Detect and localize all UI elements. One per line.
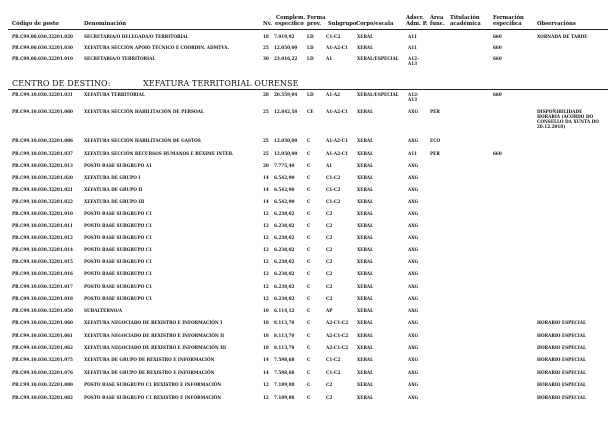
row-complement: 8.113,70 bbox=[274, 345, 295, 350]
row-code: PR.C99.10.030.32201.061 bbox=[12, 333, 73, 338]
row-training: 660 bbox=[493, 151, 502, 156]
row-corps: XERAL bbox=[357, 382, 374, 387]
row-form: C bbox=[307, 357, 311, 362]
row-subgroup: A2-C1-C2 bbox=[326, 320, 349, 325]
row-name: XEFATURA SECCIÓN APOIO TÉCNICO E COORDIN. ADMTVA. bbox=[84, 45, 229, 50]
row-subgroup: C2 bbox=[326, 382, 333, 387]
row-corps: XERAL bbox=[357, 223, 374, 228]
header-area-top: Área bbox=[430, 15, 444, 21]
row-subgroup: C2 bbox=[326, 247, 333, 252]
row-subgroup: C1-C2 bbox=[326, 34, 341, 39]
row-subgroup: A2-C1-C2 bbox=[326, 333, 349, 338]
row-adscription: AXG bbox=[408, 271, 419, 276]
row-level: 10 bbox=[263, 308, 269, 313]
row-complement: 12.050,00 bbox=[274, 151, 298, 156]
row-level: 12 bbox=[263, 211, 269, 216]
row-name: POSTO BASE SUBGRUPO C1 REXISTRO E INFORMACIÓN bbox=[84, 395, 222, 400]
row-notes: HORARIO ESPECIAL bbox=[537, 382, 586, 387]
row-subgroup: C2 bbox=[326, 271, 333, 276]
row-code: PR.C99.10.030.32201.031 bbox=[12, 92, 73, 97]
row-corps: XERAL bbox=[357, 235, 374, 240]
row-form: C bbox=[307, 296, 311, 301]
row-name: XEFATURA NEGOCIADO DE REXISTRO E INFORMACIÓN II bbox=[84, 333, 225, 338]
row-subgroup: C2 bbox=[326, 223, 333, 228]
row-form: C bbox=[307, 199, 311, 204]
row-level: 12 bbox=[263, 296, 269, 301]
header-name: Denominación bbox=[84, 21, 126, 27]
row-corps: XERAL bbox=[357, 151, 374, 156]
row-name: POSTO BASE SUBGRUPO C1 bbox=[84, 235, 153, 240]
row-name: XEFATURA NEGOCIADO DE REXISTRO E INFORMACIÓN I bbox=[84, 320, 223, 325]
row-corps: XERAL bbox=[357, 357, 374, 362]
row-subgroup: AP bbox=[326, 308, 333, 313]
row-complement: 7.189,88 bbox=[274, 395, 295, 400]
row-level: 12 bbox=[263, 271, 269, 276]
row-level: 18 bbox=[263, 333, 269, 338]
header-area-bot: func. bbox=[430, 21, 445, 27]
row-corps: XERAL bbox=[357, 296, 374, 301]
row-notes: HORARIO ESPECIAL bbox=[537, 333, 586, 338]
row-form: C bbox=[307, 247, 311, 252]
header-form-bot: prov. bbox=[307, 21, 322, 27]
row-notes: HORARIO ESPECIAL bbox=[537, 357, 586, 362]
table-row bbox=[0, 223, 615, 233]
row-complement: 6.542,90 bbox=[274, 199, 295, 204]
table-row bbox=[0, 308, 615, 318]
row-subgroup: C1-C2 bbox=[326, 175, 341, 180]
row-corps: XERAL bbox=[357, 247, 374, 252]
row-adscription: AXG bbox=[408, 320, 419, 325]
row-subgroup: C2 bbox=[326, 211, 333, 216]
row-corps: XERAL bbox=[357, 138, 374, 143]
header-notes: Observacións bbox=[537, 21, 576, 27]
table-row bbox=[0, 235, 615, 245]
table-row bbox=[0, 382, 615, 392]
row-form: C bbox=[307, 320, 311, 325]
row-complement: 7.019,92 bbox=[274, 34, 295, 39]
table-row bbox=[0, 259, 615, 269]
row-form: C bbox=[307, 259, 311, 264]
section-label: CENTRO DE DESTINO: bbox=[12, 79, 111, 88]
table-row bbox=[0, 109, 615, 129]
row-level: 25 bbox=[263, 45, 269, 50]
row-code: PR.C99.10.030.32201.082 bbox=[12, 395, 73, 400]
row-code: PR.C99.10.030.32201.021 bbox=[12, 187, 73, 192]
row-adscription: AXG bbox=[408, 138, 419, 143]
row-complement: 6.542,90 bbox=[274, 175, 295, 180]
row-adscription: A12-A13 bbox=[408, 56, 419, 66]
row-name: POSTO BASE SUBGRUPO C1 REXISTRO E INFORMACIÓN bbox=[84, 382, 222, 387]
row-form: C bbox=[307, 395, 311, 400]
row-adscription: AXG bbox=[408, 223, 419, 228]
row-form: C bbox=[307, 382, 311, 387]
row-area: PER bbox=[430, 151, 440, 156]
table-row bbox=[0, 320, 615, 330]
row-subgroup: A1-A2-C1 bbox=[326, 138, 349, 143]
row-code: PR.C99.10.030.32201.062 bbox=[12, 345, 73, 350]
row-form: C bbox=[307, 308, 311, 313]
row-code: PR.C99.10.030.32201.050 bbox=[12, 308, 73, 313]
row-adscription: AXG bbox=[408, 284, 419, 289]
row-subgroup: C1-C2 bbox=[326, 187, 341, 192]
row-adscription: A12-A13 bbox=[408, 92, 419, 102]
row-complement: 12.050,00 bbox=[274, 45, 298, 50]
row-corps: XERAL bbox=[357, 34, 374, 39]
row-code: PR.C99.10.030.32201.011 bbox=[12, 223, 73, 228]
row-corps: XERAL bbox=[357, 175, 374, 180]
table-row bbox=[0, 45, 615, 55]
row-subgroup: C1-C2 bbox=[326, 370, 341, 375]
row-name: SECRETARIA/O DELEGADA/O TERRITORIAL bbox=[84, 34, 189, 39]
row-level: 12 bbox=[263, 259, 269, 264]
row-form: LD bbox=[307, 92, 314, 97]
row-level: 12 bbox=[263, 284, 269, 289]
row-subgroup: C2 bbox=[326, 296, 333, 301]
row-complement: 6.542,90 bbox=[274, 187, 295, 192]
row-code: PR.C99.10.030.32201.012 bbox=[12, 235, 73, 240]
row-name: XEFATURA DE GRUPO II bbox=[84, 187, 143, 192]
table-row bbox=[0, 357, 615, 367]
row-name: POSTO BASE SUBGRUPO C1 bbox=[84, 223, 153, 228]
row-adscription: AXG bbox=[408, 395, 419, 400]
row-code: PR.C99.10.030.32201.017 bbox=[12, 284, 73, 289]
row-complement: 6.238,02 bbox=[274, 211, 295, 216]
row-corps: XERAL bbox=[357, 163, 374, 168]
row-subgroup: A1-A2 bbox=[326, 92, 341, 97]
header-degree-bot: académica bbox=[450, 21, 481, 27]
row-subgroup: A2-C1-C2 bbox=[326, 345, 349, 350]
row-code: PR.C99.10.030.32201.060 bbox=[12, 109, 73, 114]
row-corps: XERAL bbox=[357, 395, 374, 400]
row-name: XEFATURA NEGOCIADO DE REXISTRO E INFORMACIÓN III bbox=[84, 345, 227, 350]
row-name: SUBALTERNO/A bbox=[84, 308, 123, 313]
row-level: 12 bbox=[263, 395, 269, 400]
row-complement: 8.113,70 bbox=[274, 320, 295, 325]
row-adscription: AXG bbox=[408, 199, 419, 204]
row-notes: HORARIO ESPECIAL bbox=[537, 370, 586, 375]
table-row bbox=[0, 271, 615, 281]
row-complement: 20.559,04 bbox=[274, 92, 298, 97]
row-corps: XERAL bbox=[357, 211, 374, 216]
row-form: C bbox=[307, 223, 311, 228]
row-corps: XERAL bbox=[357, 308, 374, 313]
row-subgroup: C1-C2 bbox=[326, 199, 341, 204]
header-complement-bot: específico bbox=[275, 21, 304, 27]
header-subgroup: Subgrupo bbox=[328, 21, 357, 27]
row-code: PR.C99.10.030.32201.016 bbox=[12, 271, 73, 276]
row-level: 12 bbox=[263, 235, 269, 240]
row-name: XEFATURA DE GRUPO DE REXISTRO E INFORMACIÓN bbox=[84, 370, 215, 375]
row-level: 20 bbox=[263, 163, 269, 168]
row-form: C bbox=[307, 175, 311, 180]
row-code: PR.C99.10.030.32201.037 bbox=[12, 151, 73, 156]
row-level: 14 bbox=[263, 370, 269, 375]
row-subgroup: A1 bbox=[326, 163, 333, 168]
row-corps: XERAL bbox=[357, 320, 374, 325]
row-name: XEFATURA DE GRUPO DE REXISTRO E INFORMACIÓN bbox=[84, 357, 215, 362]
row-subgroup: C2 bbox=[326, 395, 333, 400]
row-code: PR.C99.10.030.32201.086 bbox=[12, 138, 73, 143]
row-code: PR.C99.10.030.32201.013 bbox=[12, 163, 73, 168]
row-name: POSTO BASE SUBGRUPO C1 bbox=[84, 259, 153, 264]
row-complement: 6.238,02 bbox=[274, 247, 295, 252]
header-complement-top: Complem. bbox=[276, 15, 306, 21]
row-form: C bbox=[307, 333, 311, 338]
row-complement: 23.016,22 bbox=[274, 56, 298, 61]
row-training: 660 bbox=[493, 34, 502, 39]
table-row bbox=[0, 175, 615, 185]
row-area: PER bbox=[430, 109, 440, 114]
table-row bbox=[0, 333, 615, 343]
row-adscription: AXG bbox=[408, 357, 419, 362]
row-adscription: AXG bbox=[408, 235, 419, 240]
header-training-bot: específica bbox=[493, 21, 522, 27]
row-form: C bbox=[307, 163, 311, 168]
row-form: C bbox=[307, 284, 311, 289]
row-code: PR.C99.10.030.32201.075 bbox=[12, 357, 73, 362]
row-code: PR.C99.10.030.32201.080 bbox=[12, 382, 73, 387]
row-name: POSTO BASE SUBGRUPO C1 bbox=[84, 271, 153, 276]
row-level: 18 bbox=[263, 345, 269, 350]
row-name: XEFATURA DE GRUPO III bbox=[84, 199, 145, 204]
row-subgroup: C2 bbox=[326, 235, 333, 240]
row-adscription: AXG bbox=[408, 345, 419, 350]
row-form: C bbox=[307, 151, 311, 156]
row-name: XEFATURA SECCIÓN RECURSOS HUMANOS E RÉXIME INTER. bbox=[84, 151, 234, 156]
row-notes: DISPOÑIBILIDADE HORARIA (ACORDO DO CONSELLO DA XUNTA DO 20.12.2018) bbox=[537, 109, 599, 129]
row-training: 660 bbox=[493, 45, 502, 50]
row-complement: 7.775,40 bbox=[274, 163, 295, 168]
row-code: PR.C99.10.030.32201.060 bbox=[12, 320, 73, 325]
table-row bbox=[0, 284, 615, 294]
section-value: XEFATURA TERRITORIAL OURENSE bbox=[143, 79, 299, 88]
row-corps: XERAL bbox=[357, 333, 374, 338]
row-form: C bbox=[307, 271, 311, 276]
row-form: LD bbox=[307, 56, 314, 61]
table-row bbox=[0, 345, 615, 355]
header-divider bbox=[8, 29, 608, 30]
row-code: PR.C99.10.030.32201.015 bbox=[12, 259, 73, 264]
row-name: SECRETARIA/O TERRITORIAL bbox=[84, 56, 156, 61]
row-adscription: AXG bbox=[408, 382, 419, 387]
header-level: Nv. bbox=[263, 21, 273, 27]
row-corps: XERAL bbox=[357, 370, 374, 375]
table-row bbox=[0, 187, 615, 197]
row-code: PR.C99.10.030.32201.076 bbox=[12, 370, 73, 375]
row-adscription: AXG bbox=[408, 296, 419, 301]
row-form: LD bbox=[307, 45, 314, 50]
row-level: 14 bbox=[263, 357, 269, 362]
row-name: POSTO BASE SUBGRUPO C1 bbox=[84, 296, 153, 301]
row-complement: 7.189,88 bbox=[274, 382, 295, 387]
row-complement: 7.598,68 bbox=[274, 370, 295, 375]
row-name: POSTO BASE SUBGRUPO C1 bbox=[84, 284, 153, 289]
row-adscription: AXG bbox=[408, 370, 419, 375]
row-adscription: AXG bbox=[408, 247, 419, 252]
row-subgroup: A1-A2-C1 bbox=[326, 151, 349, 156]
row-corps: XERAL bbox=[357, 109, 374, 114]
row-form: C bbox=[307, 211, 311, 216]
row-adscription: AXG bbox=[408, 109, 419, 114]
row-level: 12 bbox=[263, 223, 269, 228]
table-row bbox=[0, 296, 615, 306]
table-row bbox=[0, 211, 615, 221]
row-notes: HORARIO ESPECIAL bbox=[537, 395, 586, 400]
row-code: PR.C99.10.030.32201.010 bbox=[12, 211, 73, 216]
table-row bbox=[0, 92, 615, 102]
row-form: CE bbox=[307, 109, 314, 114]
row-name: XEFATURA SECCIÓN HABILITACIÓN DE PERSOAL bbox=[84, 109, 204, 114]
row-name: POSTO BASE SUBGRUPO C1 bbox=[84, 247, 153, 252]
table-row bbox=[0, 56, 615, 66]
row-subgroup: A1 bbox=[326, 56, 333, 61]
row-training: 660 bbox=[493, 56, 502, 61]
table-row bbox=[0, 395, 615, 405]
row-level: 12 bbox=[263, 247, 269, 252]
row-complement: 6.238,02 bbox=[274, 296, 295, 301]
row-level: 25 bbox=[263, 109, 269, 114]
row-complement: 6.114,12 bbox=[274, 308, 295, 313]
row-complement: 7.598,68 bbox=[274, 357, 295, 362]
row-adscription: AXG bbox=[408, 187, 419, 192]
row-code: PR.C99.10.030.32201.014 bbox=[12, 247, 73, 252]
row-level: 14 bbox=[263, 175, 269, 180]
row-name: XEFATURA DE GRUPO I bbox=[84, 175, 141, 180]
header-adsc-bot: Adm. P. bbox=[406, 21, 428, 27]
header-training-top: Formación bbox=[493, 15, 524, 21]
table-row bbox=[0, 370, 615, 380]
table-row bbox=[0, 138, 615, 148]
row-adscription: AXG bbox=[408, 211, 419, 216]
row-form: LD bbox=[307, 34, 314, 39]
row-corps: XERAL bbox=[357, 259, 374, 264]
row-form: C bbox=[307, 187, 311, 192]
row-adscription: AXG bbox=[408, 163, 419, 168]
row-corps: XERAL/ESPECIAL bbox=[357, 56, 399, 61]
row-code: PR.C99.10.030.32201.020 bbox=[12, 175, 73, 180]
row-notes: HORARIO ESPECIAL bbox=[537, 345, 586, 350]
row-level: 28 bbox=[263, 92, 269, 97]
row-level: 25 bbox=[263, 151, 269, 156]
row-code: PR.C99.00.030.32201.030 bbox=[12, 45, 73, 50]
row-corps: XERAL bbox=[357, 345, 374, 350]
table-row bbox=[0, 151, 615, 161]
header-form-top: Forma bbox=[307, 15, 326, 21]
row-adscription: AXG bbox=[408, 308, 419, 313]
row-complement: 6.238,02 bbox=[274, 223, 295, 228]
row-training: 660 bbox=[493, 92, 502, 97]
row-form: C bbox=[307, 370, 311, 375]
row-adscription: A11 bbox=[408, 34, 418, 39]
row-complement: 6.238,02 bbox=[274, 284, 295, 289]
row-notes: HORARIO ESPECIAL bbox=[537, 320, 586, 325]
row-name: POSTO BASE SUBGRUPO C1 bbox=[84, 211, 153, 216]
row-corps: XERAL bbox=[357, 187, 374, 192]
row-name: XEFATURA SECCIÓN HABILITACIÓN DE GASTOS bbox=[84, 138, 201, 143]
table-row bbox=[0, 163, 615, 173]
row-corps: XERAL bbox=[357, 284, 374, 289]
row-level: 25 bbox=[263, 138, 269, 143]
row-complement: 8.113,70 bbox=[274, 333, 295, 338]
row-level: 30 bbox=[263, 56, 269, 61]
row-adscription: A11 bbox=[408, 151, 418, 156]
row-adscription: AXG bbox=[408, 259, 419, 264]
row-level: 14 bbox=[263, 199, 269, 204]
table-row bbox=[0, 247, 615, 257]
row-subgroup: C2 bbox=[326, 259, 333, 264]
row-subgroup: A1-A2-C1 bbox=[326, 45, 349, 50]
row-subgroup: A1-A2-C1 bbox=[326, 109, 349, 114]
row-corps: XERAL bbox=[357, 271, 374, 276]
row-code: PR.C99.10.030.32201.018 bbox=[12, 296, 73, 301]
header-corps: Corpo/escala bbox=[356, 21, 394, 27]
header-degree-top: Titulación bbox=[450, 15, 480, 21]
row-form: C bbox=[307, 235, 311, 240]
row-code: PR.C99.10.030.32201.022 bbox=[12, 199, 73, 204]
row-subgroup: C1-C2 bbox=[326, 357, 341, 362]
row-level: 18 bbox=[263, 34, 269, 39]
section-title bbox=[12, 79, 572, 89]
row-level: 14 bbox=[263, 187, 269, 192]
table-row bbox=[0, 34, 615, 44]
row-subgroup: C2 bbox=[326, 284, 333, 289]
row-form: C bbox=[307, 345, 311, 350]
row-corps: XERAL bbox=[357, 45, 374, 50]
row-complement: 6.238,02 bbox=[274, 259, 295, 264]
row-adscription: AXG bbox=[408, 175, 419, 180]
row-complement: 12.842,58 bbox=[274, 109, 298, 114]
row-level: 18 bbox=[263, 320, 269, 325]
row-adscription: AXG bbox=[408, 333, 419, 338]
row-code: PR.C99.00.030.32201.010 bbox=[12, 56, 73, 61]
row-adscription: A11 bbox=[408, 45, 418, 50]
row-complement: 6.238,02 bbox=[274, 271, 295, 276]
row-code: PR.C99.00.030.32201.020 bbox=[12, 34, 73, 39]
header-code: Código de posto bbox=[12, 21, 59, 27]
table-row bbox=[0, 199, 615, 209]
row-corps: XERAL/ESPECIAL bbox=[357, 92, 399, 97]
row-name: POSTO BASE SUBGRUPO A1 bbox=[84, 163, 152, 168]
section-divider bbox=[8, 89, 608, 90]
row-area: ECO bbox=[430, 138, 441, 143]
row-complement: 12.050,00 bbox=[274, 138, 298, 143]
row-level: 12 bbox=[263, 382, 269, 387]
row-complement: 6.238,02 bbox=[274, 235, 295, 240]
header-adsc-top: Adscr. bbox=[406, 15, 424, 21]
row-name: XEFATURA TERRITORIAL bbox=[84, 92, 145, 97]
row-form: C bbox=[307, 138, 311, 143]
row-corps: XERAL bbox=[357, 199, 374, 204]
row-notes: XORNADA DE TARDE bbox=[537, 34, 588, 39]
